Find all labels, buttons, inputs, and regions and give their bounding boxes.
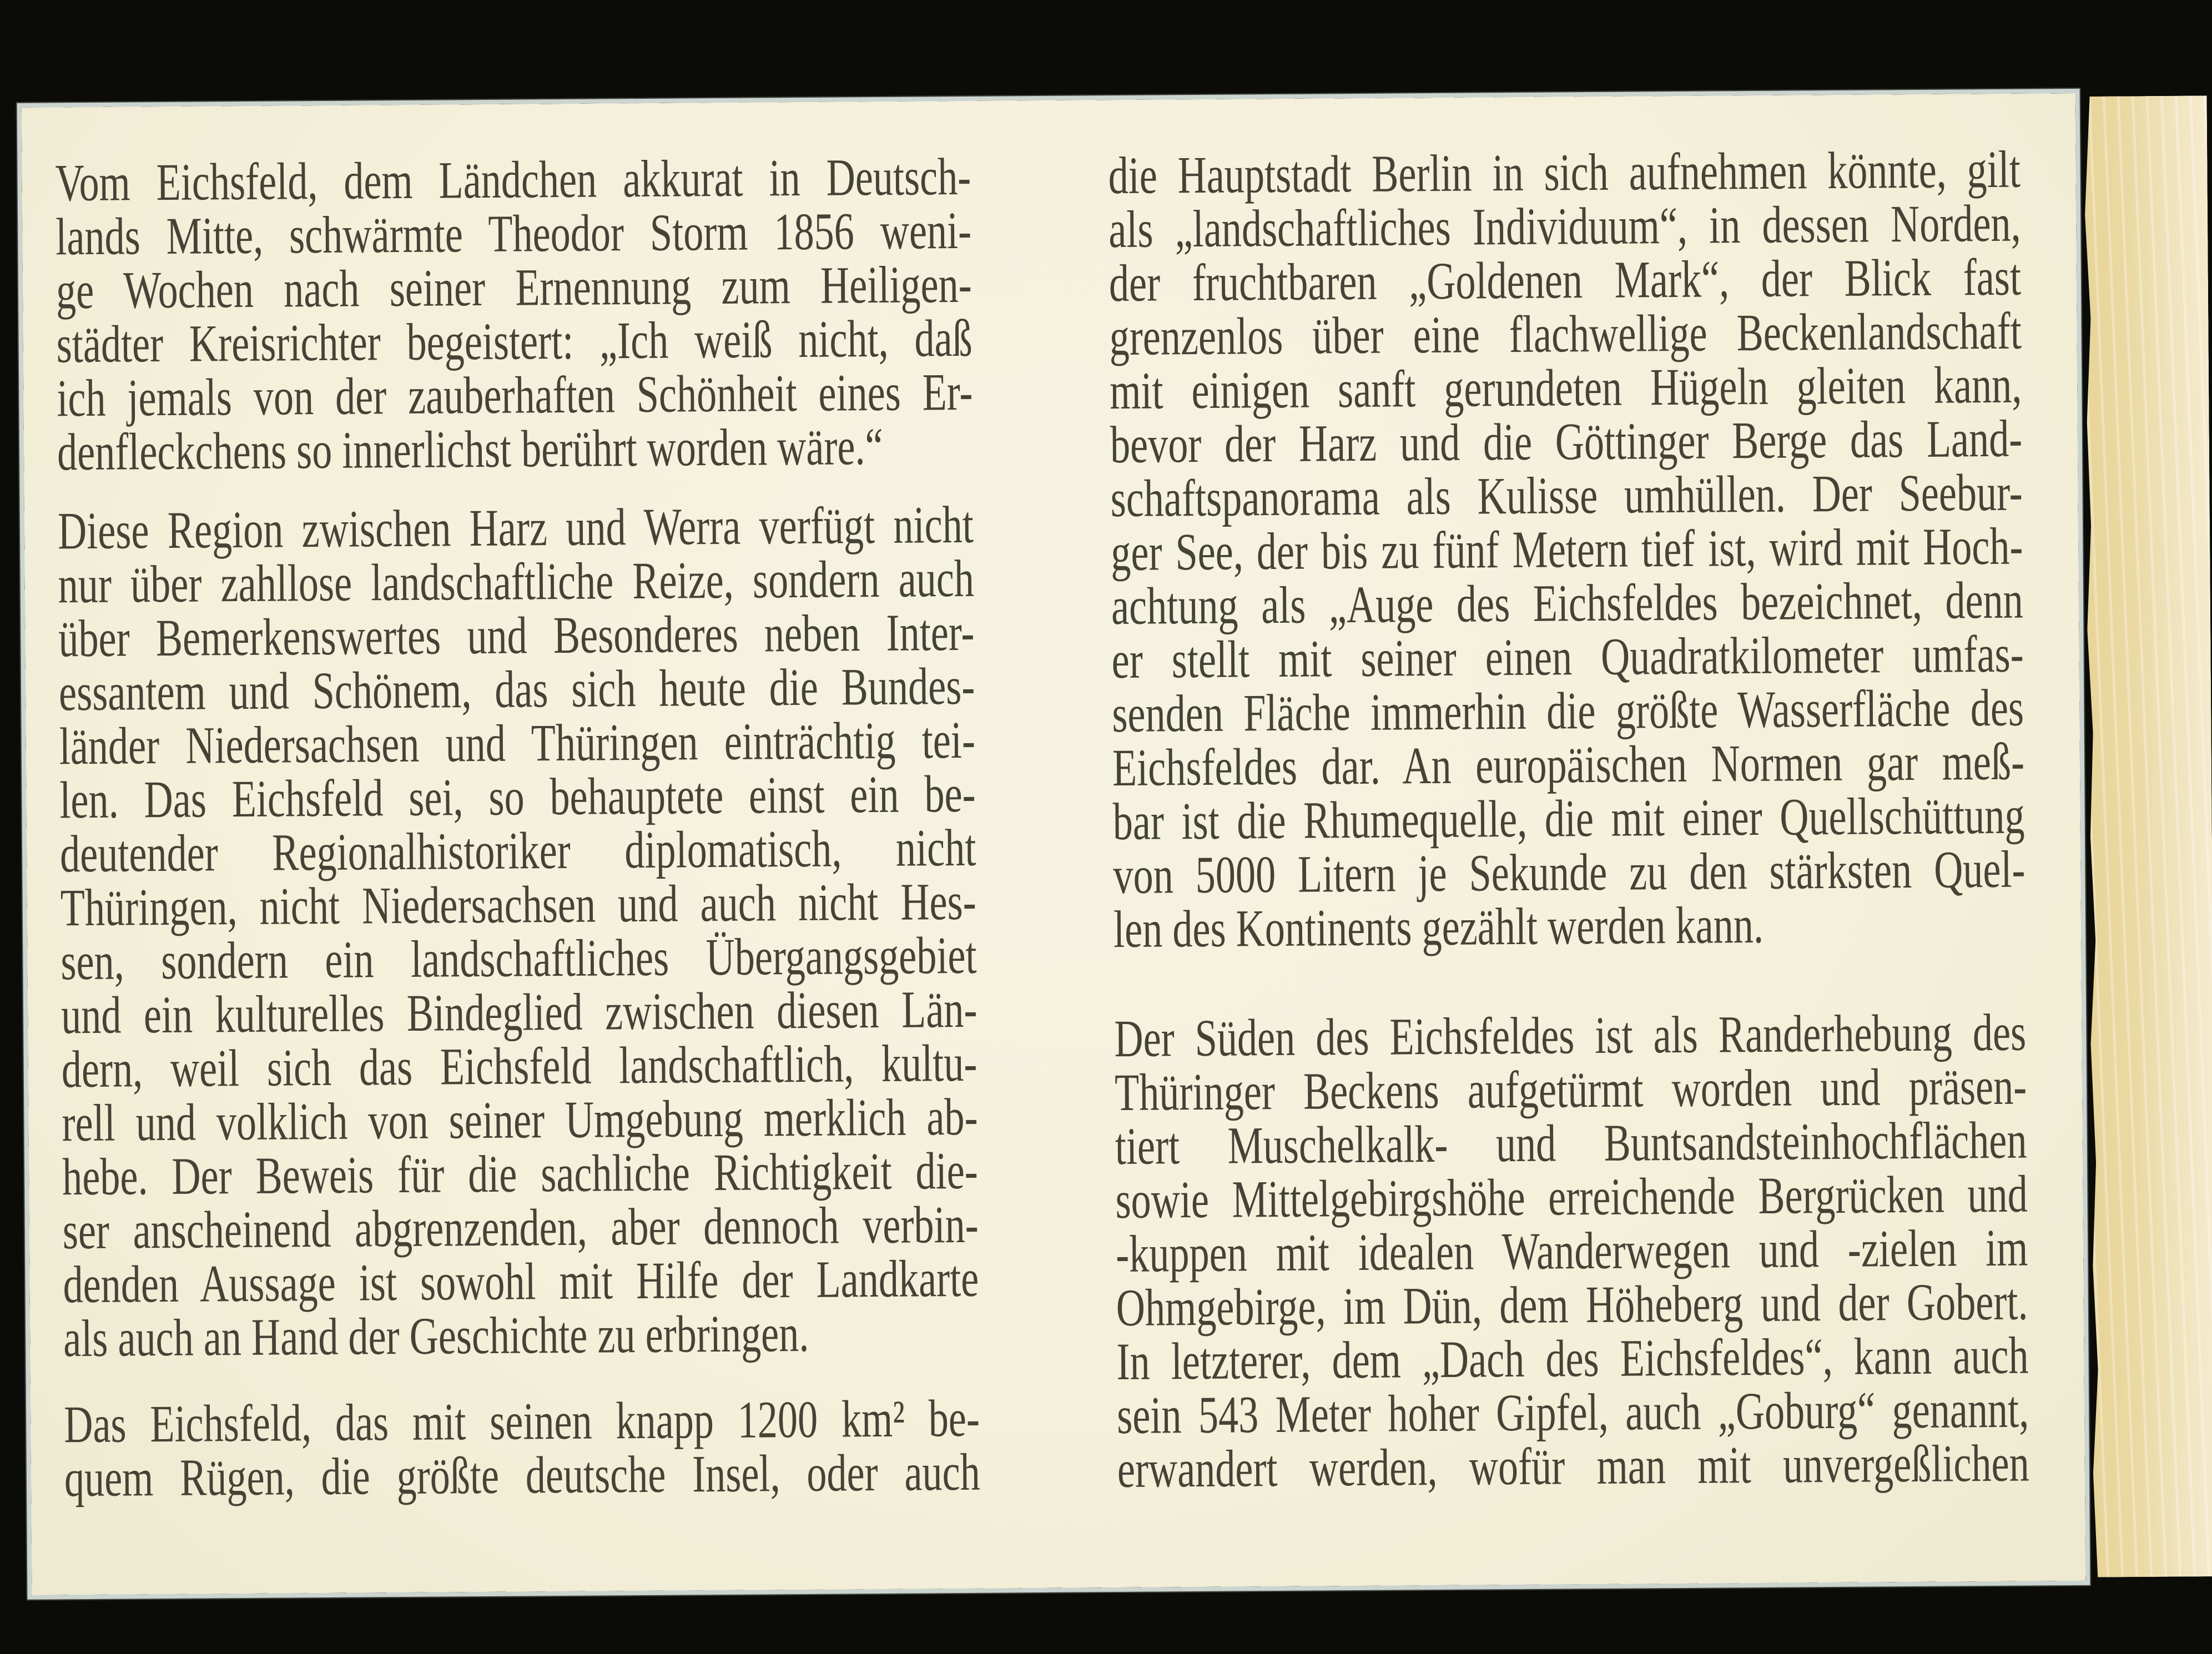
text-line: Der Süden des Eichsfeldes ist als Randerhebung des [1114,1002,2027,1068]
text-line: Thüringer Beckens aufgetürmt worden und präsen- [1114,1056,2027,1122]
text-line: sen, sondern ein landschaftliches Übergangsgebiet [61,925,977,991]
text-line: der fruchtbaren „Goldenen Mark“, der Blick fast [1108,247,2022,313]
text-line: bevor der Harz und die Göttinger Berge das Land- [1110,409,2023,475]
paragraph [55,147,973,482]
text-line: bar ist die Rhumequelle, die mit einer Quellschüttung [1112,785,2025,851]
text-line: denden Aussage ist sowohl mit Hilfe der Landkarte [63,1248,979,1314]
text-line: rell und volklich von seiner Umgebung merklich ab- [62,1087,978,1153]
text-line: deutender Regionalhistoriker diplomatisch, nicht [59,818,976,884]
scanned-page [22,93,2086,1595]
book [22,92,2212,1595]
text-line: Thüringen, nicht Niedersachsen und auch nicht Hes- [60,871,977,937]
column-right [1108,139,2030,1587]
paragraph [1108,139,2025,959]
text-line: ser anscheinend abgrenzenden, aber dennoch verbin- [62,1194,979,1260]
text-line: ich jemals von der zauberhaften Schönheit eines Er- [56,362,973,428]
text-line: dern, weil sich das Eichsfeld landschaftlich, kultu- [61,1033,977,1099]
text-line: länder Niedersachsen und Thüringen einträchtig tei- [59,710,976,776]
paragraph [1114,1002,2030,1499]
text-line: quem Rügen, die größte deutsche Insel, oder auch [64,1442,981,1508]
text-line: schaftspanorama als Kulisse umhüllen. Der Seebur- [1110,462,2023,528]
text-line: die Hauptstadt Berlin in sich aufnehmen könnte, gilt [1108,139,2021,205]
book-edge-strip [2082,95,2212,1577]
text-line: len des Kontinents gezählt werden kann. [1113,895,1764,959]
text-line: In letzterer, dem „Dach des Eichsfeldes“, kann auch [1116,1325,2029,1391]
text-line: essantem und Schönem, das sich heute die Bundes- [58,656,975,722]
text-line: hebe. Der Beweis für die sachliche Richtigkeit die- [62,1141,979,1207]
text-line: Vom Eichsfeld, dem Ländchen akkurat in Deutsch- [55,147,971,213]
text-line: sein 543 Meter hoher Gipfel, auch „Goburg“ genannt, [1116,1379,2029,1445]
text-line: als auch an Hand der Geschichte zu erbringen. [63,1303,809,1368]
page-text-area [22,93,2086,1595]
text-line: von 5000 Litern je Sekunde zu den stärksten Quel- [1113,839,2025,905]
text-line: len. Das Eichsfeld sei, so behauptete einst ein be- [59,764,976,830]
text-line: ger See, der bis zu fünf Metern tief ist, wird mit Hoch- [1110,516,2023,582]
text-line: -kuppen mit idealen Wanderwegen und -zielen im [1115,1218,2028,1284]
text-line: sowie Mittelgebirgshöhe erreichende Bergrücken und [1115,1164,2028,1230]
paragraph [63,1388,981,1508]
text-line: städter Kreisrichter begeistert: „Ich weiß nicht, daß [56,308,973,374]
text-line: grenzenlos über eine flachwellige Beckenlandschaft [1109,301,2022,367]
text-line: nur über zahllose landschaftliche Reize, sondern auch [58,548,975,614]
text-line: Ohmgebirge, im Dün, dem Höheberg und der Gobert. [1116,1272,2028,1338]
text-line: er stellt mit seiner einen Quadratkilometer umfas- [1111,624,2024,690]
text-line: erwandert werden, wofür man mit unvergeßlichen [1117,1433,2030,1499]
text-line: ge Wochen nach seiner Ernennung zum Heiligen- [56,254,973,320]
text-line: denfleckchens so innerlichst berührt worden wäre.“ [57,416,883,482]
paragraph [57,495,980,1368]
text-line: lands Mitte, schwärmte Theodor Storm 1856 weni- [55,200,972,266]
text-line: und ein kulturelles Bindeglied zwischen diesen Län- [61,979,977,1045]
text-line: als „landschaftliches Individuum“, in dessen Norden, [1108,193,2021,259]
text-line: mit einigen sanft gerundeten Hügeln gleiten kann, [1109,355,2022,421]
text-line: achtung als „Auge des Eichsfeldes bezeichnet, denn [1111,570,2024,636]
text-line: senden Fläche immerhin die größte Wasserfläche des [1111,678,2024,744]
column-left [55,147,981,1595]
text-line: Diese Region zwischen Harz und Werra verfügt nicht [57,495,974,561]
text-line: Eichsfeldes dar. An europäischen Normen gar meß- [1112,732,2025,798]
text-line: über Bemerkenswertes und Besonderes neben Inter- [58,602,975,668]
text-line: Das Eichsfeld, das mit seinen knapp 1200 km² be- [63,1388,980,1454]
text-line: tiert Muschelkalk- und Buntsandsteinhochflächen [1115,1110,2027,1176]
